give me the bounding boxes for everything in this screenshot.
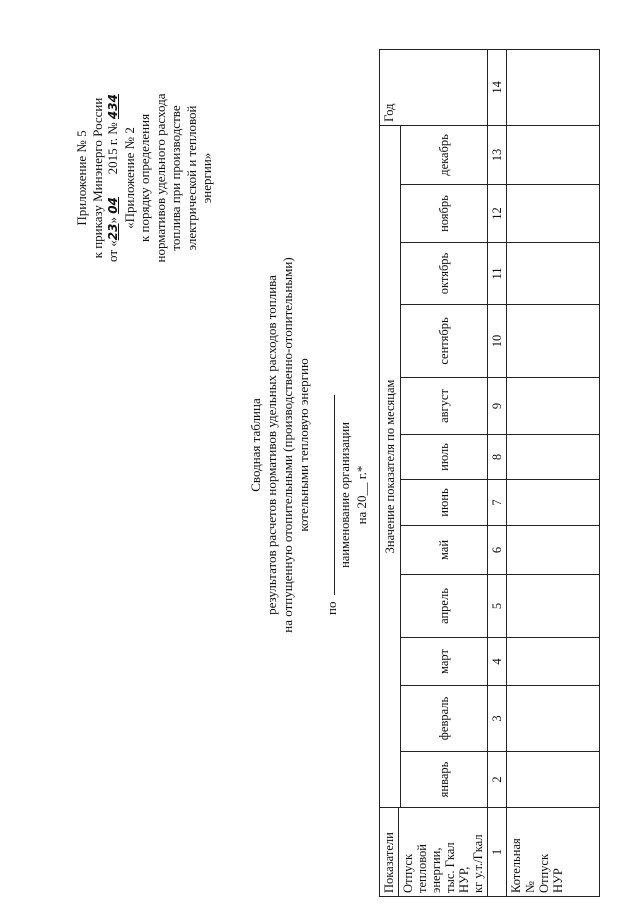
appendix-line: Приложение № 5 xyxy=(74,130,89,226)
indicator-line: Отпуск xyxy=(401,853,415,893)
order-date-prefix: от « xyxy=(105,240,120,263)
month-header: апрель xyxy=(401,575,488,638)
table-cell xyxy=(507,243,600,305)
order-month-handwritten: 04 xyxy=(106,197,120,214)
months-row xyxy=(401,49,488,896)
column-numbers-row xyxy=(488,49,507,896)
indicators-header: Показатели xyxy=(382,832,396,893)
appendix-line: к приказу Минэнерго России xyxy=(89,97,105,259)
organization-caption: наименование организации xyxy=(338,422,352,568)
summary-table xyxy=(379,49,600,897)
column-number: 10 xyxy=(488,305,507,378)
column-number: 14 xyxy=(488,49,507,125)
table-cell xyxy=(507,49,600,125)
table-cell xyxy=(507,125,600,184)
month-header: июль xyxy=(401,435,488,480)
column-number: 6 xyxy=(488,526,507,575)
table-cell xyxy=(507,435,600,480)
order-number-handwritten: 434 xyxy=(106,94,120,120)
month-header: август xyxy=(401,378,488,435)
order-day-handwritten: 23 xyxy=(106,223,120,241)
appendix-line: «Приложение № 2 xyxy=(121,127,137,229)
year-header: Год xyxy=(380,49,488,125)
appendix-line: к порядку определения xyxy=(137,113,152,243)
order-date-quote: » xyxy=(105,217,120,224)
indicator-line: НУР, xyxy=(457,866,471,893)
column-number: 7 xyxy=(488,480,507,526)
column-number: 11 xyxy=(488,243,507,305)
appendix-line: энергии» xyxy=(199,152,214,204)
column-number: 12 xyxy=(488,185,507,243)
table-cell xyxy=(507,378,600,435)
indicator-labels xyxy=(398,808,485,896)
order-year: 2015 г. № xyxy=(105,122,120,175)
table-cell xyxy=(507,305,600,378)
column-number: 1 xyxy=(488,808,507,897)
indicator-line: тепловой xyxy=(415,844,429,893)
title-line: результатов расчетов нормативов удельных расходов топлива xyxy=(264,275,279,615)
row-line: НУР xyxy=(551,868,565,893)
row-line: Котельная xyxy=(509,838,523,893)
row-line: Отпуск xyxy=(537,853,551,893)
organization-blank-line xyxy=(334,395,335,595)
column-number: 2 xyxy=(488,752,507,808)
organization-prefix: по xyxy=(324,601,339,615)
column-number: 5 xyxy=(488,575,507,638)
month-header: февраль xyxy=(401,686,488,752)
table-cell xyxy=(507,638,600,686)
title-line: Сводная таблица xyxy=(248,398,263,492)
indicator-line: тыс. Гкал xyxy=(443,842,457,893)
title-line: на отпущенную отопительными (производственно-отопительными) xyxy=(280,257,295,633)
table-cell xyxy=(507,575,600,638)
order-date-line xyxy=(105,73,122,283)
year-line: на 20__ г.* xyxy=(354,465,369,525)
month-header: январь xyxy=(401,752,488,808)
month-header: май xyxy=(401,526,488,575)
month-header: март xyxy=(401,638,488,686)
indicator-line: энергии, xyxy=(429,847,443,893)
appendix-line: топлива при производстве xyxy=(168,105,183,251)
title-line: котельными тепловую энергию xyxy=(296,358,311,532)
table-cell xyxy=(507,185,600,243)
table-cell xyxy=(507,752,600,808)
table-cell xyxy=(507,480,600,526)
column-number: 4 xyxy=(488,638,507,686)
column-number: 3 xyxy=(488,686,507,752)
appendix-line: электрической и тепловой xyxy=(183,105,199,251)
boiler-row-label xyxy=(507,808,600,897)
appendix-line: нормативов удельного расхода xyxy=(152,93,168,263)
month-header: июнь xyxy=(401,480,488,526)
row-line: № xyxy=(523,881,537,893)
month-header: ноябрь xyxy=(401,185,488,243)
values-header: Значение показателя по месяцам xyxy=(380,125,401,807)
table-cell xyxy=(507,686,600,752)
month-header: декабрь xyxy=(401,125,488,184)
indicators-header-cell xyxy=(380,808,488,897)
column-number: 9 xyxy=(488,378,507,435)
table-header-row xyxy=(380,49,401,896)
indicator-line: кг у.т./Гкал xyxy=(471,834,485,893)
table-row xyxy=(507,49,600,896)
month-header: октябрь xyxy=(401,243,488,305)
column-number: 13 xyxy=(488,125,507,184)
document-title xyxy=(248,235,312,655)
month-header: сентябрь xyxy=(401,305,488,378)
table-cell xyxy=(507,526,600,575)
appendix-block xyxy=(74,73,215,283)
column-number: 8 xyxy=(488,435,507,480)
